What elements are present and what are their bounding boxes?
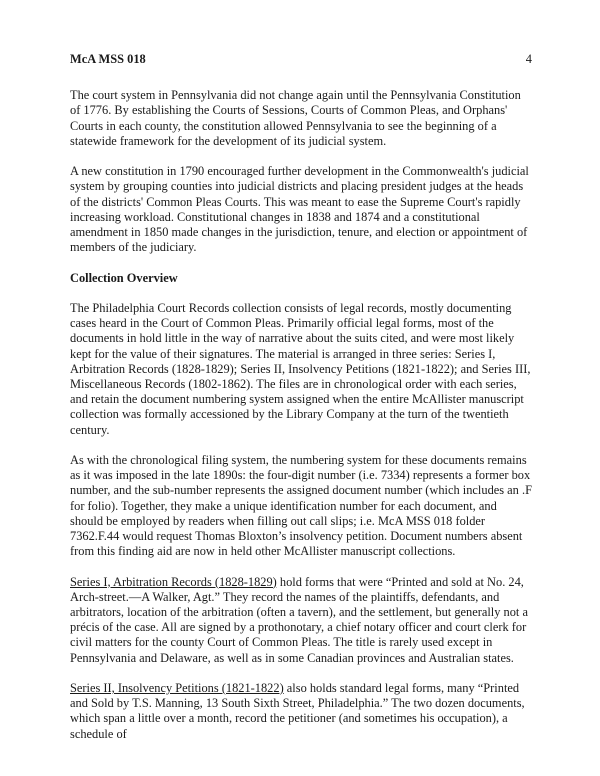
- series-1-title: Series I, Arbitration Records (1828-1829): [70, 574, 277, 589]
- section-heading: Collection Overview: [70, 270, 178, 285]
- paragraph-numbering: As with the chronological filing system, the numbering system for these documents remains as it was imposed in the late 1890s: the four-digit number (i.e. 7334) represents a former box number, and the sub-number represents the assigned document number (which includes an .F for folio). Together, they make a unique identification number for each document, and should be employed by readers when filling out call slips; i.e. McA MSS 018 folder 7362.F.44 would request Thomas Bloxton’s insolvency petition. Document numbers absent from this finding aid are now in held other McAllister manuscript collections.: [70, 453, 532, 559]
- paragraph-series-2: [70, 681, 532, 742]
- document-page: [70, 52, 532, 757]
- page-number: 4: [525, 52, 532, 66]
- series-2-text: also holds standard legal forms, many “Printed and Sold by T.S. Manning, 13 South Sixth Street, Philadelphia.” The two dozen documents, which span a little over a month, record the petitioner (and sometimes his occupation), a schedule of: [70, 681, 525, 741]
- collection-id: McA MSS 018: [70, 52, 146, 66]
- paragraph-series-1: [70, 575, 532, 666]
- series-2-title: Series II, Insolvency Petitions (1821-1822): [70, 681, 284, 696]
- paragraph-constitution-1790: A new constitution in 1790 encouraged further development in the Commonwealth's judicial system by grouping counties into judicial districts and placing president judges at the heads of the districts' Common Pleas Courts. This was meant to ease the Supreme Court's rapidly increasing workload. Constitutional changes in 1838 and 1874 and a constitutional amendment in 1850 made changes in the jurisdiction, tenure, and election or appointment of members of the judiciary.: [70, 164, 529, 255]
- paragraph-overview: The Philadelphia Court Records collection consists of legal records, mostly documenting cases heard in the Court of Common Pleas. Primarily official legal forms, most of the documents in hold little in the way of narrative about the suits cited, and were most likely kept for the value of their signatures. The material is arranged in three series: Series I, Arbitration Records (1828-1829); Series II, Insolvency Petitions (1821-1822); and Series III, Miscellaneous Records (1802-1862). The files are in chronological order with each series, and retain the document numbering system assigned when the entire McAllister manuscript collection was formally accessioned by the Library Company at the turn of the twentieth century.: [70, 301, 531, 437]
- series-1-text: hold forms that were “Printed and sold at No. 24, Arch-street.—A Walker, Agt.” They record the names of the plaintiffs, defendants, and arbitrators, location of the arbitration (often a tavern), and the settlement, but generally not a précis of the case. All are signed by a prothonotary, a chief notary officer and court clerk for civil matters for the county Court of Common Pleas. The title is rarely used except in Pennsylvania and Delaware, as well as in some Canadian provinces and Australian states.: [70, 574, 528, 665]
- paragraph-constitution-1776: The court system in Pennsylvania did not change again until the Pennsylvania Constitution of 1776. By establishing the Courts of Sessions, Courts of Common Pleas, and Orphans' Courts in each county, the constitution allowed Pennsylvania to see the beginning of a statewide framework for the development of its judicial system.: [70, 88, 521, 148]
- page-header: [70, 52, 532, 67]
